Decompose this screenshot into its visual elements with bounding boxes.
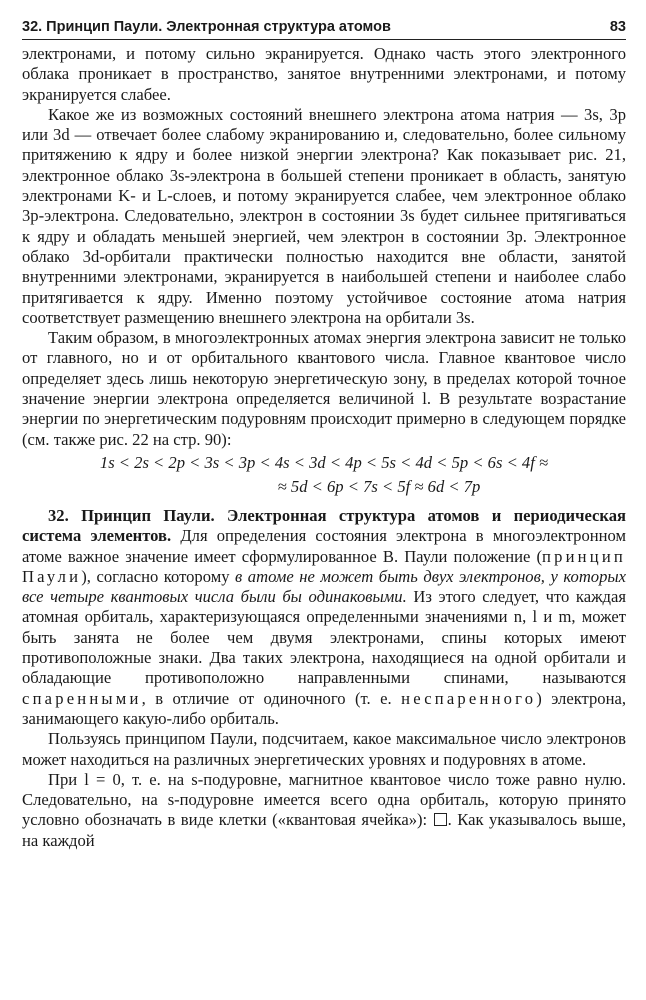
pauli-spaced-term: принцип Паули <box>22 546 626 586</box>
paragraph-1: электронами, и потому сильно экранируется. Однако часть этого электронного облака проникает в пространство, занятое внутренними электронами, и потому экранируется слабее. <box>22 44 626 104</box>
paragraph-3: Таким образом, в многоэлектронных атомах энергия электрона зависит не только от главного, но и от орбитального квантового числа. Главное квантовое число определяет здесь лишь некоторую энергетическую зону, в пределах которой точное значение энергии электрона определяется величиной l. В результате возрастание энергии по энергетическим подуровням происходит примерно в следующем порядке (см. также рис. 22 на стр. 90): <box>22 328 626 449</box>
paragraph-pauli <box>22 506 626 729</box>
energy-order-formula-line-2: ≈ 5d < 6p < 7s < 5f ≈ 6d < 7p <box>277 476 481 496</box>
running-header <box>22 0 626 40</box>
pauli-principle-statement: в атоме не может быть двух электронов, у которых все четыре квантовых числа были бы одинаковыми. <box>22 566 626 607</box>
pauli-text-d: , в отличие от одиночного (т. е. <box>141 688 402 708</box>
section-heading: 32. Принцип Паули. Электронная структура атомов и периодическая система элементов. <box>22 505 626 546</box>
unpaired-term: неспаренного <box>401 688 537 708</box>
pauli-text-e: ) электрона, занимающего какую-либо орбиталь. <box>22 688 626 728</box>
quantum-cell-icon <box>434 813 447 826</box>
paired-term: спаренными <box>22 688 142 708</box>
pauli-text-b: ), согласно которому <box>81 566 236 586</box>
p6-text-b: . Как указывалось выше, на каждой <box>22 810 626 850</box>
page-number: 83 <box>609 19 626 35</box>
header-title: 32. Принцип Паули. Электронная структура атомов <box>22 19 391 35</box>
paragraph-5: Пользуясь принципом Паули, подсчитаем, какое максимальное число электронов может находиться на различных энергетических уровнях и подуровнях в атоме. <box>22 729 626 769</box>
energy-order-formula-line-1: 1s < 2s < 2p < 3s < 3p < 4s < 3d < 4p < 5s < 4d < 5p < 6s < 4f ≈ <box>99 452 549 472</box>
pauli-text-a: Для определения состояния электрона в многоэлектронном атоме важное значение имеет сформулированное В. Паули положение ( <box>22 526 626 566</box>
p6-text-a: При l = 0, т. е. на s-подуровне, магнитное квантовое число тоже равно нулю. Следовательно, на s-подуровне имеется всего одна орбиталь, которую принято условно обозначать в виде клетки («квантовая ячейка»): <box>22 769 626 830</box>
pauli-text-c: Из этого следует, что каждая атомная орбиталь, характеризующаяся определенными значениями n, l и m, может быть занята не более чем двумя электронами, спины которых имеют противоположные знаки. Два таких электрона, находящиеся на одной орбитали и обладающие противоположно направленными спинами, называются <box>22 587 627 688</box>
page-body <box>22 44 626 851</box>
paragraph-6 <box>22 770 626 851</box>
paragraph-2: Какое же из возможных состояний внешнего электрона атома натрия — 3s, 3p или 3d — отвечает более слабому экранированию и, следовательно, более сильному притяжению к ядру и более низкой энергии электрона? Как показывает рис. 21, электронное облако 3s-электрона в большей степени проникает в область, занятую электронами K- и L-слоев, и потому экранируется слабее, чем электронное облако 3p-электрона. Следовательно, электрон в состоянии 3s будет сильнее притягиваться к ядру и обладать меньшей энергией, чем электрон в состоянии 3p. Электронное облако 3d-орбитали практически полностью находится вне области, занятой внутренними электронами, экранируется в наибольшей степени и наиболее слабо притягивается к ядру. Именно поэтому устойчивое состояние атома натрия соответствует размещению внешнего электрона на орбитали 3s. <box>22 104 626 327</box>
